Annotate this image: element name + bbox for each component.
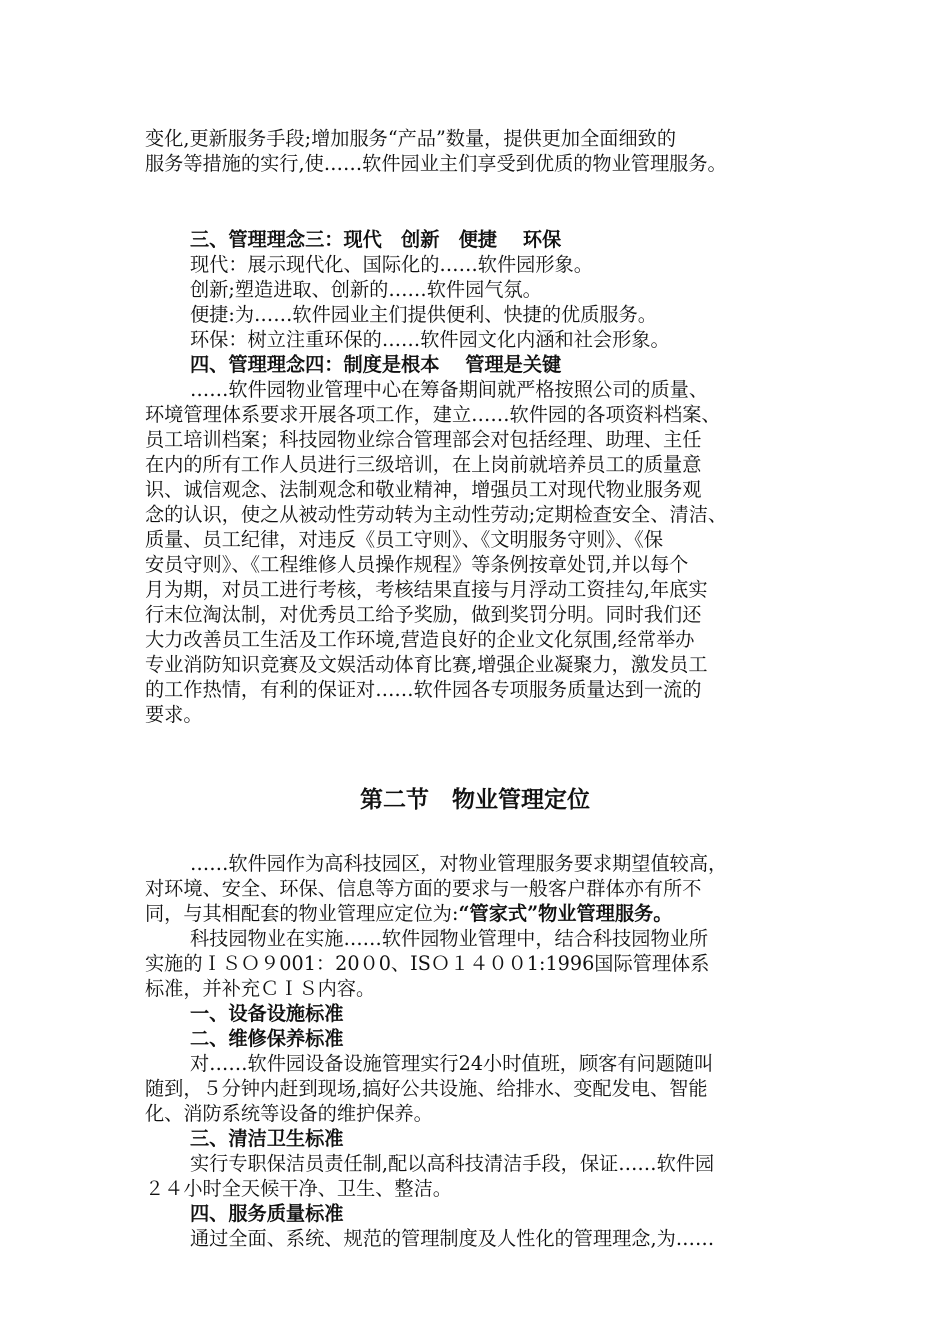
body-text-line: 实行专职保洁员责任制,配以高科技清洁手段，保证……软件园 — [190, 1152, 715, 1175]
body-text-line: 环境管理体系要求开展各项工作，建立……软件园的各项资料档案、 — [145, 403, 721, 426]
standard-title: 二、维修保养标准 — [190, 1027, 344, 1050]
concept4-title: 四、管理理念四：制度是根本 管理是关键 — [190, 353, 562, 376]
body-text-line: 在内的所有工作人员进行三级培训，在上岗前就培养员工的质量意 — [145, 453, 702, 476]
concept3-item: 便捷:为……软件园业主们提供便利、快捷的优质服务。 — [190, 303, 657, 326]
body-text-line: 服务等措施的实行,使……软件园业主们享受到优质的物业管理服务。 — [145, 152, 727, 175]
body-text-line: 对环境、安全、环保、信息等方面的要求与一般客户群体亦有所不 — [145, 877, 702, 900]
body-text-line: 员工培训档案；科技园物业综合管理部会对包括经理、助理、主任 — [145, 428, 702, 451]
concept3-title: 三、管理理念三：现代 创新 便捷 环保 — [190, 228, 562, 251]
positioning-prefix: 同，与其相配套的物业管理应定位为: — [145, 902, 459, 925]
concept3-item: 现代：展示现代化、国际化的……软件园形象。 — [190, 253, 593, 276]
body-text-line: ……软件园作为高科技园区，对物业管理服务要求期望值较高， — [190, 852, 728, 875]
body-text-line: 通过全面、系统、规范的管理制度及人性化的管理理念,为…… — [190, 1227, 715, 1250]
body-text-line: 识、诚信观念、法制观念和敬业精神，增强员工对现代物业服务观 — [145, 478, 702, 501]
body-text-line: 要求。 — [145, 703, 203, 726]
standard-title: 三、清洁卫生标准 — [190, 1127, 344, 1150]
positioning-emphasis: “管家式”物业管理服务。 — [458, 902, 673, 925]
body-text-line: 安员守则》、《工程维修人员操作规程》等条例按章处罚,并以每个 — [145, 553, 689, 576]
body-text-line: 变化,更新服务手段;增加服务“产品”数量，提供更加全面细致的 — [145, 127, 677, 150]
body-text-line: 大力改善员工生活及工作环境,营造良好的企业文化氛围,经常举办 — [145, 628, 695, 651]
body-text-line — [145, 901, 825, 926]
body-text-line: ……软件园物业管理中心在筹备期间就严格按照公司的质量、 — [190, 378, 709, 401]
body-text-line: 随到，５分钟内赶到现场,搞好公共设施、给排水、变配发电、智能 — [145, 1077, 708, 1100]
body-text-line: 化、消防系统等设备的维护保养。 — [145, 1102, 433, 1125]
standard-title: 一、设备设施标准 — [190, 1002, 344, 1025]
body-text-line: 标准，并补充ＣＩＳ内容。 — [145, 977, 376, 1000]
body-text-line: 念的认识，使之从被动性劳动转为主动性劳动;定期检查安全、清洁、 — [145, 503, 728, 526]
body-text-line: 科技园物业在实施……软件园物业管理中，结合科技园物业所 — [190, 927, 709, 950]
body-text-line: 的工作热情，有利的保证对……软件园各专项服务质量达到一流的 — [145, 678, 702, 701]
concept3-item: 环保：树立注重环保的……软件园文化内涵和社会形象。 — [190, 328, 670, 351]
body-text-line: 对……软件园设备设施管理实行24小时值班，顾客有问题随叫 — [190, 1052, 714, 1075]
body-text-line: 月为期，对员工进行考核，考核结果直接与月浮动工资挂勾,年底实 — [145, 578, 708, 601]
body-text-line: ２４小时全天候干净、卫生、整洁。 — [145, 1177, 452, 1200]
standard-title: 四、服务质量标准 — [190, 1202, 344, 1225]
concept3-item: 创新;塑造进取、创新的……软件园气氛。 — [190, 278, 542, 301]
body-text-line: 专业消防知识竞赛及文娱活动体育比赛,增强企业凝聚力，激发员工 — [145, 653, 708, 676]
body-text-line: 质量、员工纪律，对违反《员工守则》、《文明服务守则》、《保 — [145, 528, 664, 551]
body-text-line: 实施的ＩＳＯ９001：20０0、ISＯ１４００1:1996国际管理体系 — [145, 952, 710, 975]
body-text-line: 行末位淘汰制，对优秀员工给予奖励，做到奖罚分明。同时我们还 — [145, 603, 702, 626]
section-heading: 第二节 物业管理定位 — [360, 786, 590, 813]
